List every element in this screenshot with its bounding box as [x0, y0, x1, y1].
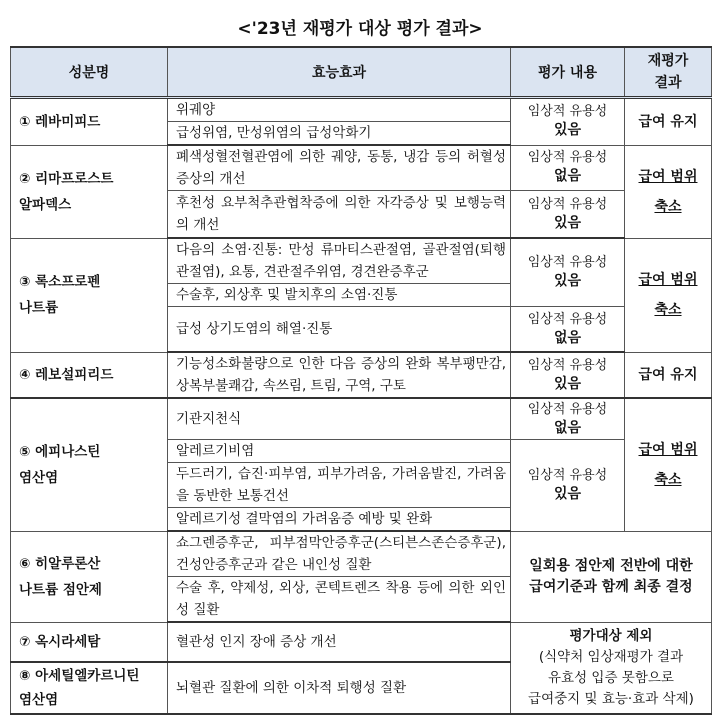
- ingredient-name: ⑥ 히알루론산 나트륨 점안제: [11, 531, 168, 622]
- eval-cell: 임상적 유용성 있음: [511, 191, 625, 239]
- ingredient-name: ⑧ 아세틸엘카르니틴 염산염: [11, 662, 168, 714]
- effect-cell: 다음의 소염·진통: 만성 류마티스관절염, 골관절염(퇴행관절염), 요통, 견관절주위염, 경견완증후군: [168, 238, 511, 284]
- effect-cell: 두드러기, 습진·피부염, 피부가려움, 가려움발진, 가려움을 동반한 보통건선: [168, 463, 511, 508]
- page-title: <'23년 재평가 대상 평가 결과>: [237, 19, 483, 39]
- table-row: [11, 145, 712, 191]
- effect-cell: 폐색성혈전혈관염에 의한 궤양, 동통, 냉감 등의 허혈성 증상의 개선: [168, 145, 511, 191]
- header-effect: 효능효과: [168, 47, 511, 98]
- ingredient-name: ⑤ 에피나스틴 염산염: [11, 398, 168, 531]
- eval-cell: 임상적 유용성 없음: [511, 145, 625, 191]
- eval-cell: 임상적 유용성 있음: [511, 98, 625, 146]
- effect-cell: 수술 후, 약제성, 외상, 콘텍트렌즈 착용 등에 의한 외인성 질환: [168, 577, 511, 623]
- eval-cell: 임상적 유용성 없음: [511, 398, 625, 440]
- result-cell: 급여 범위 축소: [625, 398, 712, 531]
- effect-cell: 알레르기성 결막염의 가려움증 예방 및 완화: [168, 508, 511, 532]
- result-cell: 급여 범위 축소: [625, 145, 712, 238]
- eval-cell: 임상적 유용성 있음: [511, 238, 625, 307]
- reevaluation-table: [10, 46, 712, 715]
- result-cell: 급여 유지: [625, 98, 712, 146]
- header-result-line1: 재평가: [647, 53, 689, 69]
- table-row: [11, 622, 712, 662]
- ingredient-name: ② 리마프로스트 알파덱스: [11, 145, 168, 238]
- effect-cell: 급성위염, 만성위염의 급성악화기: [168, 122, 511, 146]
- effect-cell: 급성 상기도염의 해열·진통: [168, 307, 511, 353]
- effect-cell: 기능성소화불량으로 인한 다음 증상의 완화 복부팽만감, 상복부불쾌감, 속쓰림, 트림, 구역, 구토: [168, 352, 511, 398]
- effect-cell: 알레르기비염: [168, 440, 511, 463]
- effect-cell: 혈관성 인지 장애 증상 개선: [168, 622, 511, 662]
- ingredient-name: ④ 레보설피리드: [11, 352, 168, 398]
- ingredient-name: ③ 록소프로펜 나트륨: [11, 238, 168, 352]
- header-ingredient: 성분명: [11, 47, 168, 98]
- effect-cell: 위궤양: [168, 98, 511, 122]
- eval-cell: 임상적 유용성 없음: [511, 307, 625, 353]
- eval-cell: 임상적 유용성 있음: [511, 440, 625, 532]
- effect-cell: 후천성 요부척추관협착증에 의한 자각증상 및 보행능력의 개선: [168, 191, 511, 239]
- result-cell: 급여 유지: [625, 352, 712, 398]
- final-decision-cell: 일회용 점안제 전반에 대한 급여기준과 함께 최종 결정: [511, 531, 712, 622]
- table-row: [11, 352, 712, 398]
- excluded-cell: 평가대상 제외 (식약처 임상재평가 결과 유효성 입증 못함으로 급여중지 및 효능·효과 삭제): [511, 622, 712, 714]
- result-cell: 급여 범위 축소: [625, 238, 712, 352]
- effect-cell: 쇼그렌증후군, 피부점막안증후군(스티븐스존슨증후군), 건성안증후군과 같은 내인성 질환: [168, 531, 511, 577]
- table-row: [11, 531, 712, 577]
- effect-cell: 기관지천식: [168, 398, 511, 440]
- header-eval: 평가 내용: [511, 47, 625, 98]
- table-row: [11, 238, 712, 284]
- effect-cell: 뇌혈관 질환에 의한 이차적 퇴행성 질환: [168, 662, 511, 714]
- eval-cell: 임상적 유용성 있음: [511, 352, 625, 398]
- header-result-line2: 결과: [654, 75, 682, 91]
- effect-cell: 수술후, 외상후 및 발치후의 소염·진통: [168, 284, 511, 307]
- header-result: [625, 47, 712, 98]
- ingredient-name: ① 레바미피드: [11, 98, 168, 146]
- table-row: [11, 98, 712, 122]
- table-row: [11, 398, 712, 440]
- ingredient-name: ⑦ 옥시라세탐: [11, 622, 168, 662]
